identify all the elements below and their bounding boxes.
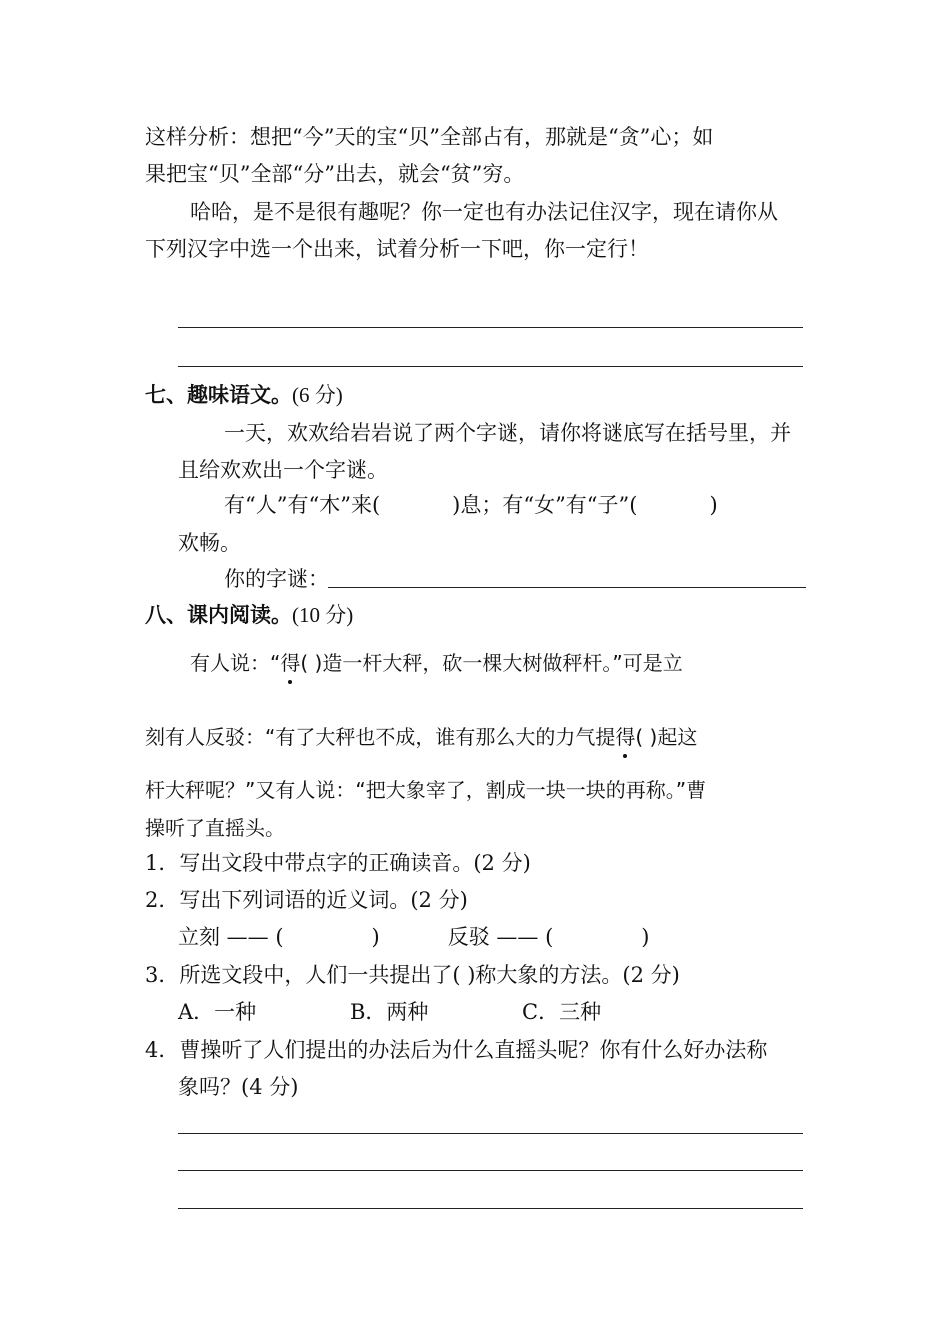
section-7-para-line-2: 且给欢欢出一个字谜。 — [178, 458, 388, 482]
question-3-options — [178, 997, 601, 1027]
riddle-line: 有“人”有“木”来( )息；有“女”有“子”( ) — [224, 493, 718, 517]
your-riddle-row — [224, 564, 329, 594]
section-title: 八、课内阅读。 — [145, 602, 292, 627]
section-score: (10 分) — [292, 603, 354, 627]
question-2-items: 立刻 —— ( ) 反驳 —— ( ) — [178, 925, 650, 949]
answer-line[interactable] — [178, 1170, 803, 1171]
passage-line-1: 有人说：“得( )造一杆大秤，砍一棵大树做秤杆。”可是立 — [190, 648, 683, 678]
option-b[interactable]: B．两种 — [350, 1000, 429, 1024]
section-8-heading — [145, 600, 353, 630]
your-riddle-label: 你的字谜： — [224, 567, 329, 591]
question-1: 1．写出文段中带点字的正确读音。(2 分) — [145, 851, 531, 875]
answer-line[interactable] — [178, 366, 803, 367]
dotted-character: 得 — [280, 648, 300, 678]
section-score: (6 分) — [292, 383, 343, 407]
passage-line-3: 杆大秤呢？”又有人说：“把大象宰了，割成一块一块的再称。”曹 — [145, 778, 707, 802]
option-c[interactable]: C．三种 — [522, 1000, 602, 1024]
section-7-para-line-1: 一天，欢欢给岩岩说了两个字谜，请你将谜底写在括号里，并 — [224, 421, 791, 445]
riddle-line-end: 欢畅。 — [178, 531, 241, 555]
answer-line[interactable] — [178, 327, 803, 328]
passage-line-4: 操听了直摇头。 — [145, 816, 285, 840]
question-3: 3．所选文段中，人们一共提出了( )称大象的方法。(2 分) — [145, 963, 680, 987]
passage-line-2: 刻有人反驳：“有了大秤也不成，谁有那么大的力气提得( )起这 — [145, 722, 697, 752]
intro-line-4: 下列汉字中选一个出来，试着分析一下吧，你一定行！ — [145, 237, 649, 261]
question-2: 2．写出下列词语的近义词。(2 分) — [145, 888, 468, 912]
intro-line-3: 哈哈，是不是很有趣呢？你一定也有办法记住汉字，现在请你从 — [190, 200, 778, 224]
intro-line-2: 果把宝“贝”全部“分”出去，就会“贫”穷。 — [145, 162, 525, 186]
dotted-character: 得 — [615, 722, 635, 752]
intro-line-1: 这样分析：想把“今”天的宝“贝”全部占有，那就是“贪”心；如 — [145, 125, 714, 149]
section-title: 七、趣味语文。 — [145, 382, 292, 407]
question-4-line-2: 象吗？(4 分) — [178, 1075, 299, 1099]
answer-line[interactable] — [178, 1208, 803, 1209]
option-a[interactable]: A．一种 — [178, 1000, 257, 1024]
answer-line[interactable] — [178, 1133, 803, 1134]
section-7-heading — [145, 380, 343, 410]
question-4-line-1: 4．曹操听了人们提出的办法后为什么直摇头呢？你有什么好办法称 — [145, 1038, 768, 1062]
your-riddle-answer-line[interactable] — [328, 587, 806, 588]
